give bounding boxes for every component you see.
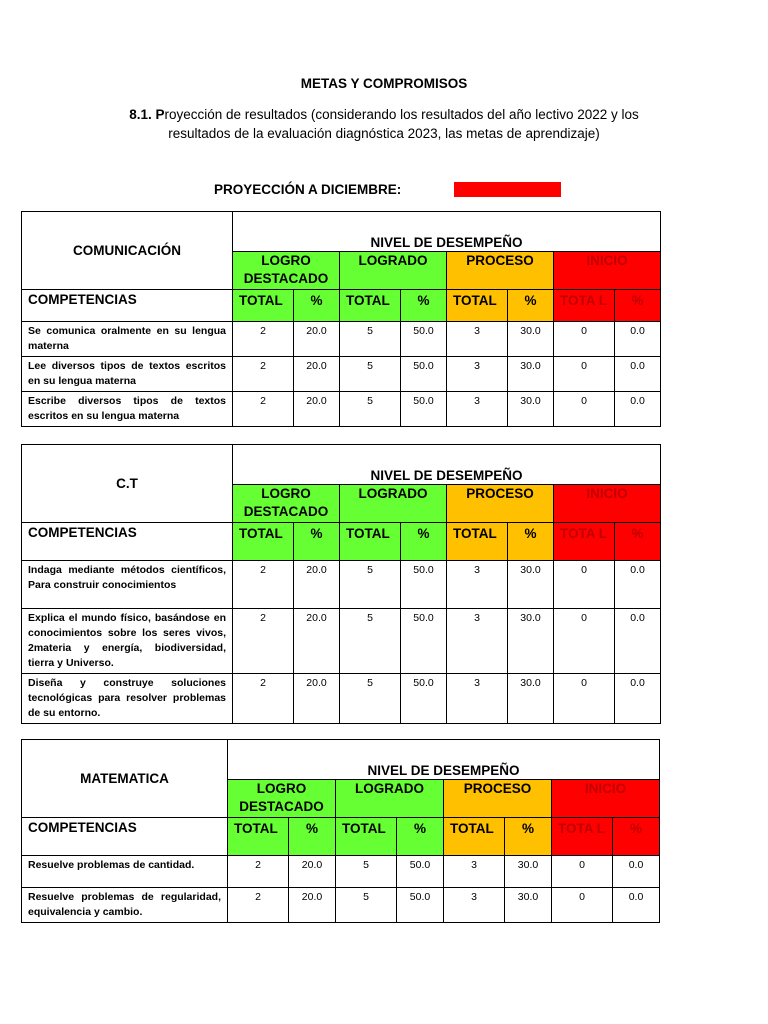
percent-column-header: % — [508, 523, 554, 561]
total-column-header: TOTAL — [340, 290, 401, 322]
total-cell: 0 — [554, 392, 615, 427]
percent-cell: 50.0 — [401, 609, 447, 674]
total-column-header: TOTAL — [447, 290, 508, 322]
competencia-name: Resuelve problemas de regularidad, equivalencia y cambio. — [22, 888, 228, 923]
page-title: METAS Y COMPROMISOS — [300, 76, 468, 91]
total-cell: 2 — [233, 561, 294, 609]
percent-cell: 20.0 — [289, 888, 336, 923]
total-cell: 5 — [340, 609, 401, 674]
performance-table-1 — [21, 211, 661, 427]
level-logrado: LOGRADO — [340, 485, 447, 523]
percent-cell: 0.0 — [613, 888, 660, 923]
percent-cell: 50.0 — [401, 357, 447, 392]
percent-column-header: % — [615, 290, 661, 322]
percent-cell: 20.0 — [294, 322, 340, 357]
total-column-header: TOTAL — [233, 290, 294, 322]
total-cell: 0 — [554, 674, 615, 724]
section-description: royección de resultados (considerando los resultados del año lectivo 2022 y los resultados de la evaluación diagnóstica 2023, las metas de aprendizaje) — [164, 107, 639, 141]
area-name: COMUNICACIÓN — [22, 212, 233, 290]
total-cell: 0 — [554, 561, 615, 609]
percent-column-header: % — [294, 290, 340, 322]
total-column-header: TOTAL — [228, 818, 289, 856]
total-cell: 5 — [340, 674, 401, 724]
competencia-name: Indaga mediante métodos científicos, Para construir conocimientos — [22, 561, 233, 609]
total-cell: 3 — [447, 392, 508, 427]
total-cell: 0 — [552, 888, 613, 923]
section-subtitle — [120, 105, 648, 143]
total-column-header: TOTAL — [447, 523, 508, 561]
performance-level-header: NIVEL DE DESEMPEÑO — [233, 212, 661, 252]
total-column-header: TOTA L — [554, 290, 615, 322]
total-cell: 0 — [554, 357, 615, 392]
competencia-name: Diseña y construye soluciones tecnológicas para resolver problemas de su entorno. — [22, 674, 233, 724]
level-logro-destacado: LOGRO DESTACADO — [233, 485, 340, 523]
percent-column-header: % — [401, 290, 447, 322]
total-column-header: TOTAL — [336, 818, 397, 856]
percent-cell: 50.0 — [401, 322, 447, 357]
percent-cell: 0.0 — [613, 856, 660, 888]
total-column-header: TOTAL — [233, 523, 294, 561]
level-logrado: LOGRADO — [340, 252, 447, 290]
percent-cell: 20.0 — [294, 674, 340, 724]
table-row — [22, 561, 661, 609]
total-cell: 5 — [336, 888, 397, 923]
table-row — [22, 888, 660, 923]
total-cell: 3 — [447, 322, 508, 357]
table-row — [22, 609, 661, 674]
table-row — [22, 674, 661, 724]
level-inicio: INICIO — [552, 780, 660, 818]
percent-cell: 30.0 — [505, 856, 552, 888]
total-cell: 2 — [233, 674, 294, 724]
percent-column-header: % — [508, 290, 554, 322]
level-logro-destacado: LOGRO DESTACADO — [233, 252, 340, 290]
percent-cell: 20.0 — [289, 856, 336, 888]
total-column-header: TOTAL — [444, 818, 505, 856]
percent-cell: 30.0 — [508, 561, 554, 609]
projection-label: PROYECCIÓN A DICIEMBRE: — [214, 182, 402, 197]
total-cell: 2 — [228, 856, 289, 888]
percent-cell: 0.0 — [615, 609, 661, 674]
total-cell: 0 — [554, 609, 615, 674]
total-cell: 0 — [552, 856, 613, 888]
total-cell: 5 — [340, 357, 401, 392]
table-row — [22, 392, 661, 427]
total-column-header: TOTA L — [554, 523, 615, 561]
percent-cell: 0.0 — [615, 322, 661, 357]
percent-cell: 0.0 — [615, 392, 661, 427]
performance-table-3 — [21, 739, 660, 923]
total-cell: 3 — [447, 609, 508, 674]
table-row — [22, 357, 661, 392]
percent-cell: 0.0 — [615, 561, 661, 609]
percent-cell: 20.0 — [294, 392, 340, 427]
performance-level-header: NIVEL DE DESEMPEÑO — [228, 740, 660, 780]
percent-column-header: % — [505, 818, 552, 856]
total-cell: 5 — [340, 322, 401, 357]
percent-cell: 30.0 — [508, 674, 554, 724]
total-cell: 3 — [444, 888, 505, 923]
grade-label: PRIMER GRADO — [454, 182, 561, 197]
level-logrado: LOGRADO — [336, 780, 444, 818]
percent-cell: 50.0 — [401, 674, 447, 724]
total-cell: 3 — [447, 357, 508, 392]
area-name: C.T — [22, 445, 233, 523]
competencias-header: COMPETENCIAS — [22, 818, 228, 856]
level-proceso: PROCESO — [444, 780, 552, 818]
percent-cell: 30.0 — [508, 357, 554, 392]
total-cell: 5 — [336, 856, 397, 888]
percent-column-header: % — [613, 818, 660, 856]
performance-level-header: NIVEL DE DESEMPEÑO — [233, 445, 661, 485]
percent-cell: 50.0 — [397, 888, 444, 923]
total-cell: 2 — [233, 609, 294, 674]
total-cell: 2 — [233, 392, 294, 427]
level-inicio: INICIO — [554, 485, 661, 523]
percent-column-header: % — [397, 818, 444, 856]
percent-cell: 30.0 — [505, 888, 552, 923]
total-cell: 3 — [444, 856, 505, 888]
percent-cell: 30.0 — [508, 609, 554, 674]
competencia-name: Escribe diversos tipos de textos escritos en su lengua materna — [22, 392, 233, 427]
percent-cell: 50.0 — [397, 856, 444, 888]
percent-cell: 50.0 — [401, 392, 447, 427]
competencia-name: Explica el mundo físico, basándose en conocimientos sobre los seres vivos, 2materia y energía, biodiversidad, tierra y Universo. — [22, 609, 233, 674]
competencia-name: Resuelve problemas de cantidad. — [22, 856, 228, 888]
total-cell: 3 — [447, 674, 508, 724]
competencias-header: COMPETENCIAS — [22, 523, 233, 561]
competencia-name: Se comunica oralmente en su lengua materna — [22, 322, 233, 357]
total-cell: 5 — [340, 561, 401, 609]
total-cell: 2 — [233, 357, 294, 392]
percent-column-header: % — [401, 523, 447, 561]
competencias-header: COMPETENCIAS — [22, 290, 233, 322]
total-cell: 2 — [228, 888, 289, 923]
section-number: 8.1. P — [129, 107, 165, 122]
percent-cell: 20.0 — [294, 609, 340, 674]
total-cell: 3 — [447, 561, 508, 609]
percent-cell: 30.0 — [508, 392, 554, 427]
total-column-header: TOTAL — [340, 523, 401, 561]
area-name: MATEMATICA — [22, 740, 228, 818]
competencia-name: Lee diversos tipos de textos escritos en su lengua materna — [22, 357, 233, 392]
total-cell: 2 — [233, 322, 294, 357]
total-cell: 5 — [340, 392, 401, 427]
percent-column-header: % — [615, 523, 661, 561]
table-row — [22, 856, 660, 888]
percent-cell: 50.0 — [401, 561, 447, 609]
percent-cell: 20.0 — [294, 357, 340, 392]
percent-column-header: % — [289, 818, 336, 856]
total-cell: 0 — [554, 322, 615, 357]
percent-cell: 0.0 — [615, 357, 661, 392]
performance-table-2 — [21, 444, 661, 724]
level-proceso: PROCESO — [447, 252, 554, 290]
level-inicio: INICIO — [554, 252, 661, 290]
percent-cell: 20.0 — [294, 561, 340, 609]
level-proceso: PROCESO — [447, 485, 554, 523]
percent-column-header: % — [294, 523, 340, 561]
percent-cell: 0.0 — [615, 674, 661, 724]
level-logro-destacado: LOGRO DESTACADO — [228, 780, 336, 818]
table-row — [22, 322, 661, 357]
total-column-header: TOTA L — [552, 818, 613, 856]
percent-cell: 30.0 — [508, 322, 554, 357]
